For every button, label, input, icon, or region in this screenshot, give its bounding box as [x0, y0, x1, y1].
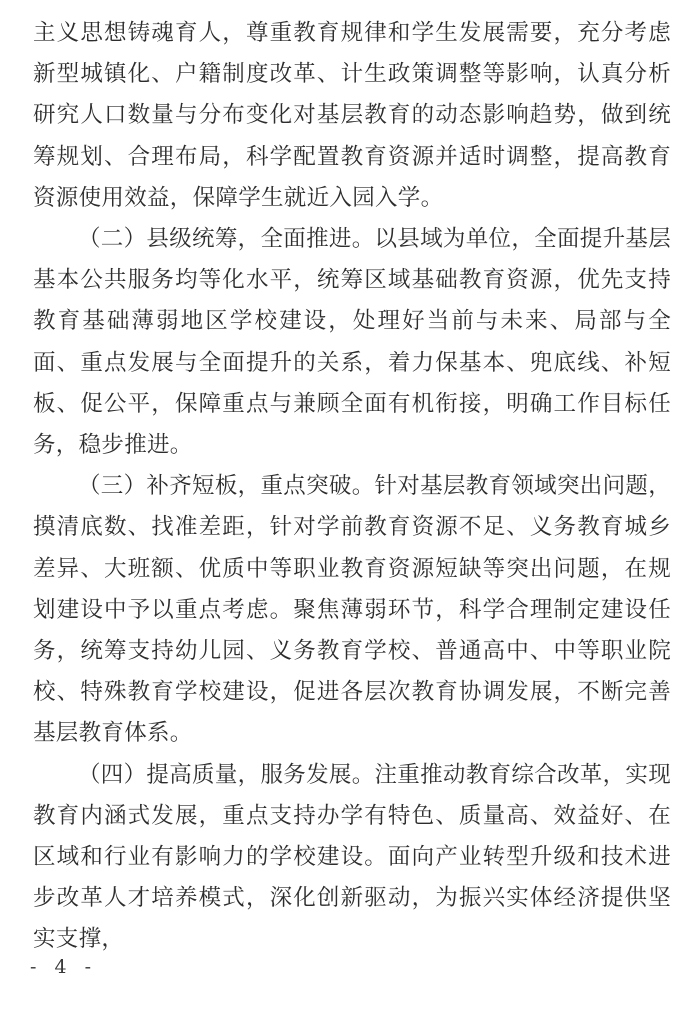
paragraph: （二）县级统筹，全面推进。以县域为单位，全面提升基层基本公共服务均等化水平，统筹区域基础教育资源，优先支持教育基础薄弱地区学校建设，处理好当前与未来、局部与全面、重点发展与全面提升的关系，着力保基本、兜底线、补短板、促公平，保障重点与兼顾全面有机衔接，明确工作目标任务，稳步推进。: [33, 226, 671, 458]
page-number: - 4 -: [30, 956, 98, 978]
paragraph: 主义思想铸魂育人，尊重教育规律和学生发展需要，充分考虑新型城镇化、户籍制度改革、计生政策调整等影响，认真分析研究人口数量与分布变化对基层教育的动态影响趋势，做到统筹规划、合理布局，科学配置教育资源并适时调整，提高教育资源使用效益，保障学生就近入园入学。: [33, 20, 671, 210]
paragraph: （三）补齐短板，重点突破。针对基层教育领域突出问题，摸清底数、找准差距，针对学前教育资源不足、义务教育城乡差异、大班额、优质中等职业教育资源短缺等突出问题，在规划建设中予以重点考虑。聚焦薄弱环节，科学合理制定建设任务，统筹支持幼儿园、义务教育学校、普通高中、中等职业院校、特殊教育学校建设，促进各层次教育协调发展，不断完善基层教育体系。: [33, 473, 671, 746]
paragraph: （四）提高质量，服务发展。注重推动教育综合改革，实现教育内涵式发展，重点支持办学有特色、质量高、效益好、在区域和行业有影响力的学校建设。面向产业转型升级和技术进步改革人才培养模式，深化创新驱动，为振兴实体经济提供坚实支撑，: [33, 761, 671, 952]
document-body: [33, 12, 671, 960]
